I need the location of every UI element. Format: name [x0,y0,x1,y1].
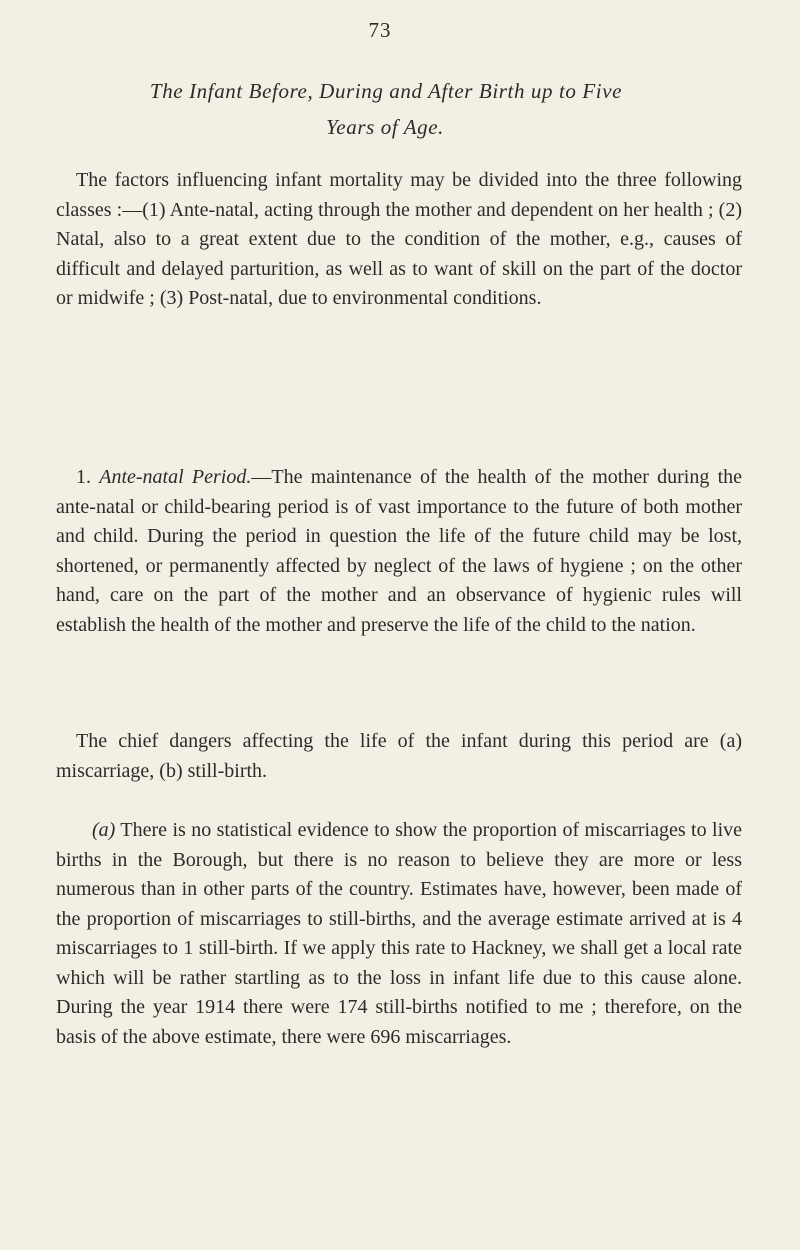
paragraph-intro: The factors influencing infant mortality may be divided into the three following classes :—(1) Ante-natal, acting through the mother and dependent on her health ; (2) Natal, also to a great extent due to the condition of the mother, e.g., causes of difficult and delayed parturition, as well as to want of skill on the part of the doctor or midwife ; (3) Post-natal, due to environmental conditions. [56,169,742,309]
paragraph-miscarriage-text: There is no statistical evidence to show the proportion of miscarriages to live births in the Borough, but there is no reason to believe they are more or less numerous than in other parts of the country. Estimates have, however, been made of the proportion of miscarriages to still-births, and the average estimate arrived at is 4 miscarriages to 1 still-birth. If we apply this rate to Hackney, we shall get a local rate which will be rather startling as to the loss in infant life due to this cause alone. During the year 1914 there were 174 still-births notified to me ; therefore, on the basis of the above estimate, there were 696 miscarriages. [56,819,743,1048]
paragraph-ante-natal-text: —The maintenance of the health of the mother during the ante-natal or child-bearing period is of vast importance to the future of both mother and child. During the period in question the life of the future child may be lost, shortened, or permanently affected by neglect of the laws of hygiene ; on the other hand, care on the part of the mother and an observance of hygienic rules will establish the health of the mother and preserve the life of the child to the nation. [56,466,743,636]
section-number: 1. [76,466,91,488]
paragraph-miscarriage [56,816,742,1052]
paragraph-ante-natal-period [56,463,742,640]
paragraph-chief-dangers: The chief dangers affecting the life of the infant during this period are (a) miscarriage, (b) still-birth. [56,730,742,782]
section-heading: Ante-natal Period. [99,466,252,488]
item-label: (a) [92,819,116,841]
section-title-line-2: Years of Age. [325,115,445,139]
section-title-line-1: The Infant Before, During and After Birth up to Five [149,79,623,103]
page-number: 73 [368,18,392,42]
